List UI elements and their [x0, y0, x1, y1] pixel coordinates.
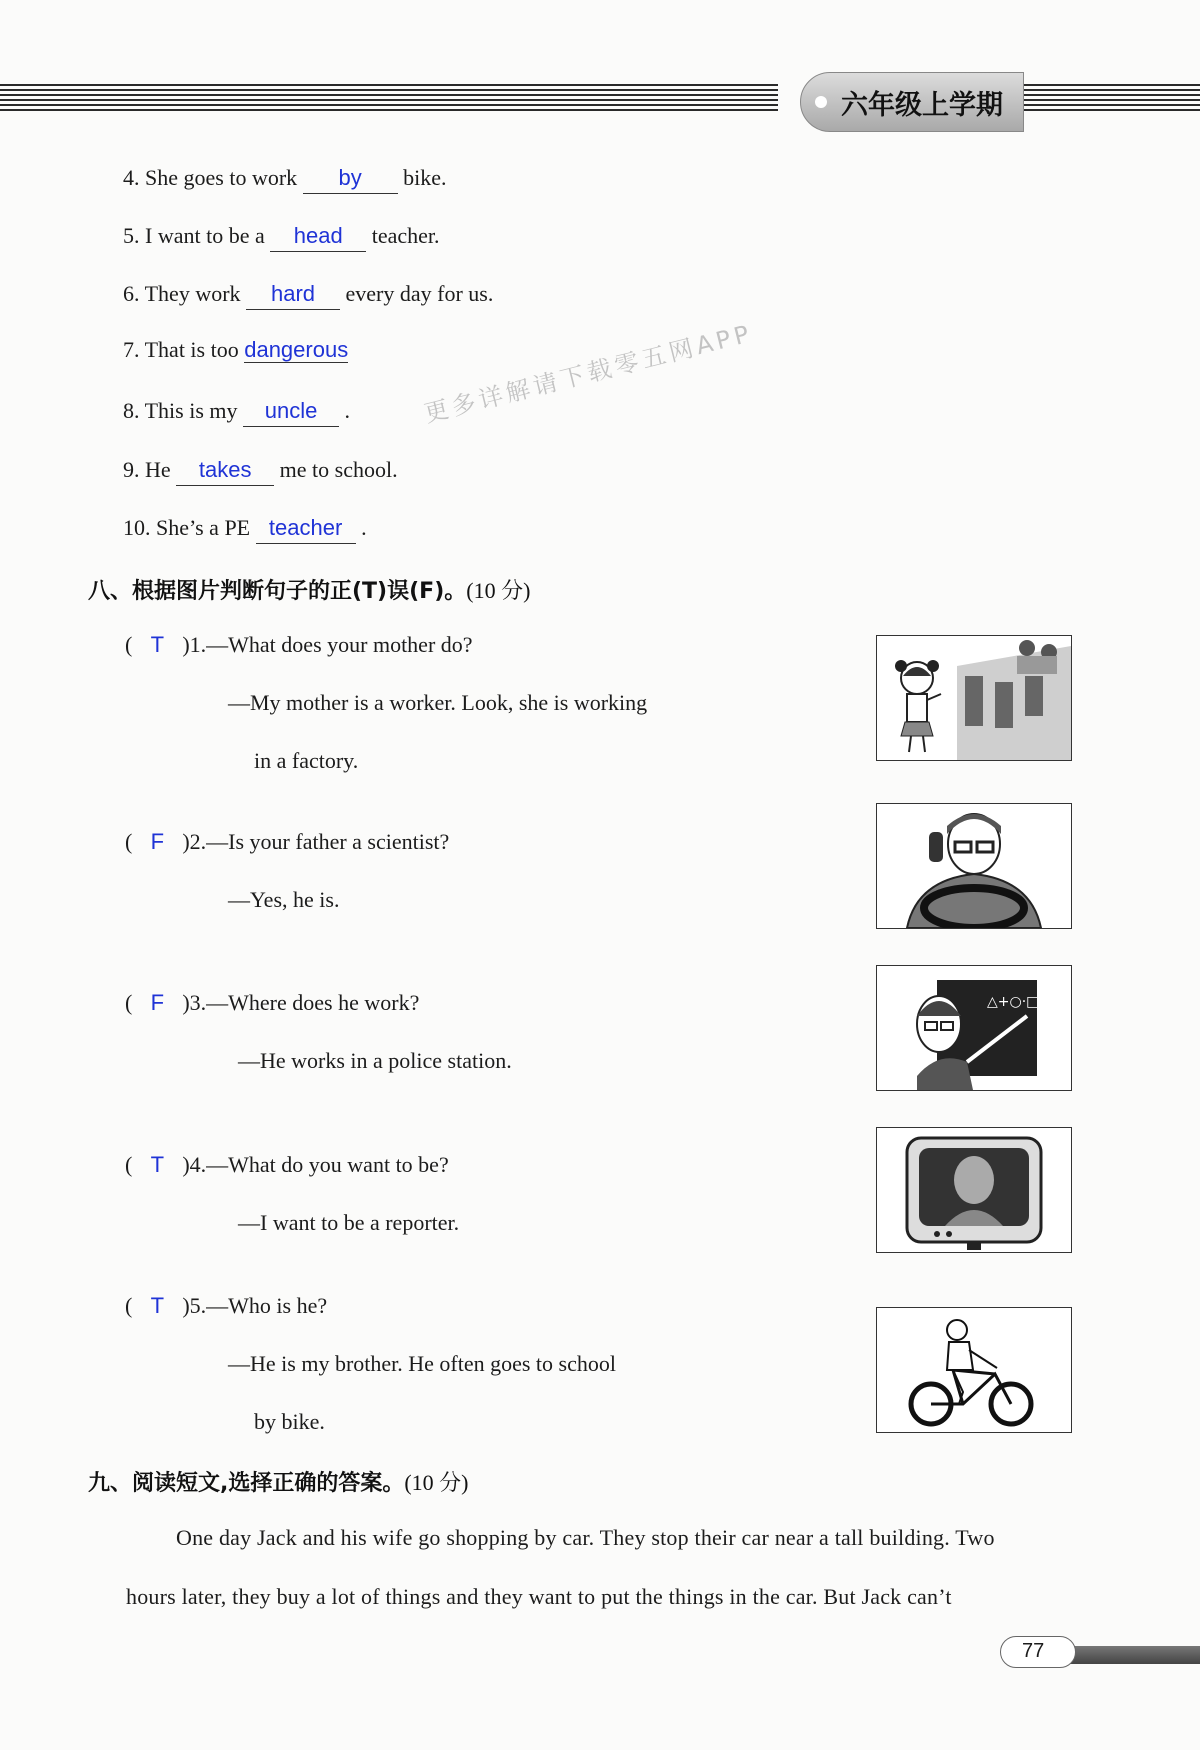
item-number: 8. [123, 398, 140, 423]
header-rule-left [0, 84, 778, 114]
blank-item-6 [123, 279, 493, 310]
answer-blank[interactable]: head [270, 221, 366, 252]
answer-blank[interactable]: uncle [243, 396, 339, 427]
item-number: 4. [123, 165, 140, 190]
item-number: 6. [123, 281, 140, 306]
item-text: They work [144, 281, 241, 306]
blank-item-9 [123, 455, 398, 486]
item-text: teacher. [371, 223, 440, 248]
passage-line-1: One day Jack and his wife go shopping by car. They stop their car near a tall building. Two [176, 1525, 995, 1550]
answer-blank[interactable]: teacher [256, 513, 356, 544]
item-number: 7. [123, 337, 140, 362]
section-score: (10 分) [404, 1470, 469, 1495]
tab-dot-icon [815, 96, 827, 108]
blank-item-5 [123, 221, 440, 252]
question-text: —Where does he work? [206, 990, 420, 1015]
answer-line: —I want to be a reporter. [238, 1210, 460, 1235]
question-text: —Who is he? [206, 1293, 328, 1318]
tf-answer[interactable]: T [150, 1293, 165, 1318]
tf-answer[interactable]: T [150, 1152, 165, 1177]
item-text: me to school. [279, 457, 398, 482]
section-score: (10 分) [466, 578, 531, 603]
item-text: She goes to work [145, 165, 298, 190]
item-number: )1. [182, 632, 207, 657]
item-number: 5. [123, 223, 140, 248]
grade-tab [800, 72, 1024, 132]
tf-item-1: ( T )1.—What does your mother do? [125, 632, 473, 657]
section-title: 八、根据图片判断句子的正(T)误(F)。 [88, 579, 467, 604]
picture-boy-bike [876, 1307, 1072, 1433]
question-text: —What do you want to be? [206, 1152, 449, 1177]
tf-item-5: ( T )5.—Who is he? [125, 1293, 328, 1318]
tf-answer[interactable]: T [150, 632, 165, 657]
answer-line: by bike. [254, 1409, 325, 1434]
answer-line: in a factory. [254, 748, 359, 773]
item-number: )3. [182, 990, 207, 1015]
picture-teacher [876, 965, 1072, 1091]
watermark: 更多详解请下载零五网APP [421, 319, 756, 428]
grade-label: 六年级上学期 [841, 90, 1003, 121]
section-9-heading [88, 1466, 469, 1497]
tf-answer[interactable]: F [150, 990, 165, 1015]
item-number: 9. [123, 457, 140, 482]
tf-item-4: ( T )4.—What do you want to be? [125, 1152, 449, 1177]
tf-item-3: ( F )3.—Where does he work? [125, 990, 420, 1015]
item-text: This is my [144, 398, 238, 423]
svg-text:△+○·□: △+○·□ [987, 994, 1040, 1010]
item-text: She’s a PE [156, 515, 251, 540]
item-text: That is too [144, 337, 239, 362]
blank-item-8 [123, 396, 350, 427]
blank-item-7 [123, 337, 348, 363]
item-text: every day for us. [345, 281, 494, 306]
header-rule-right [1020, 84, 1200, 114]
item-text: bike. [403, 165, 447, 190]
passage-line-2: hours later, they buy a lot of things and they want to put the things in the car. But Jack can’t [126, 1584, 952, 1609]
item-number: )2. [182, 829, 207, 854]
item-text: I want to be a [145, 223, 265, 248]
blank-item-4 [123, 163, 447, 194]
answer-blank[interactable]: takes [176, 455, 274, 486]
tf-answer[interactable]: F [150, 829, 165, 854]
footer-bar [1066, 1646, 1200, 1664]
item-text: He [145, 457, 171, 482]
picture-driver [876, 803, 1072, 929]
item-text: . [344, 398, 351, 423]
answer-line: —He is my brother. He often goes to school [228, 1351, 616, 1376]
picture-tv-reporter [876, 1127, 1072, 1253]
answer-line: —My mother is a worker. Look, she is working [228, 690, 648, 715]
item-number: )5. [182, 1293, 207, 1318]
question-text: —Is your father a scientist? [206, 829, 450, 854]
picture-girl-factory [876, 635, 1072, 761]
item-number: 10. [123, 515, 151, 540]
section-8-heading [88, 574, 530, 605]
answer-blank[interactable]: by [303, 163, 398, 194]
blank-item-10 [123, 513, 367, 544]
item-number: )4. [182, 1152, 207, 1177]
tf-item-2: ( F )2.—Is your father a scientist? [125, 829, 450, 854]
page-number: 77 [1022, 1640, 1045, 1662]
item-text: . [361, 515, 367, 540]
answer-blank[interactable]: hard [246, 279, 340, 310]
answer-blank[interactable]: dangerous [244, 337, 349, 362]
answer-line: —He works in a police station. [238, 1048, 512, 1073]
section-title: 九、阅读短文,选择正确的答案。 [88, 1471, 405, 1496]
question-text: —What does your mother do? [206, 632, 473, 657]
answer-line: —Yes, he is. [228, 887, 340, 912]
